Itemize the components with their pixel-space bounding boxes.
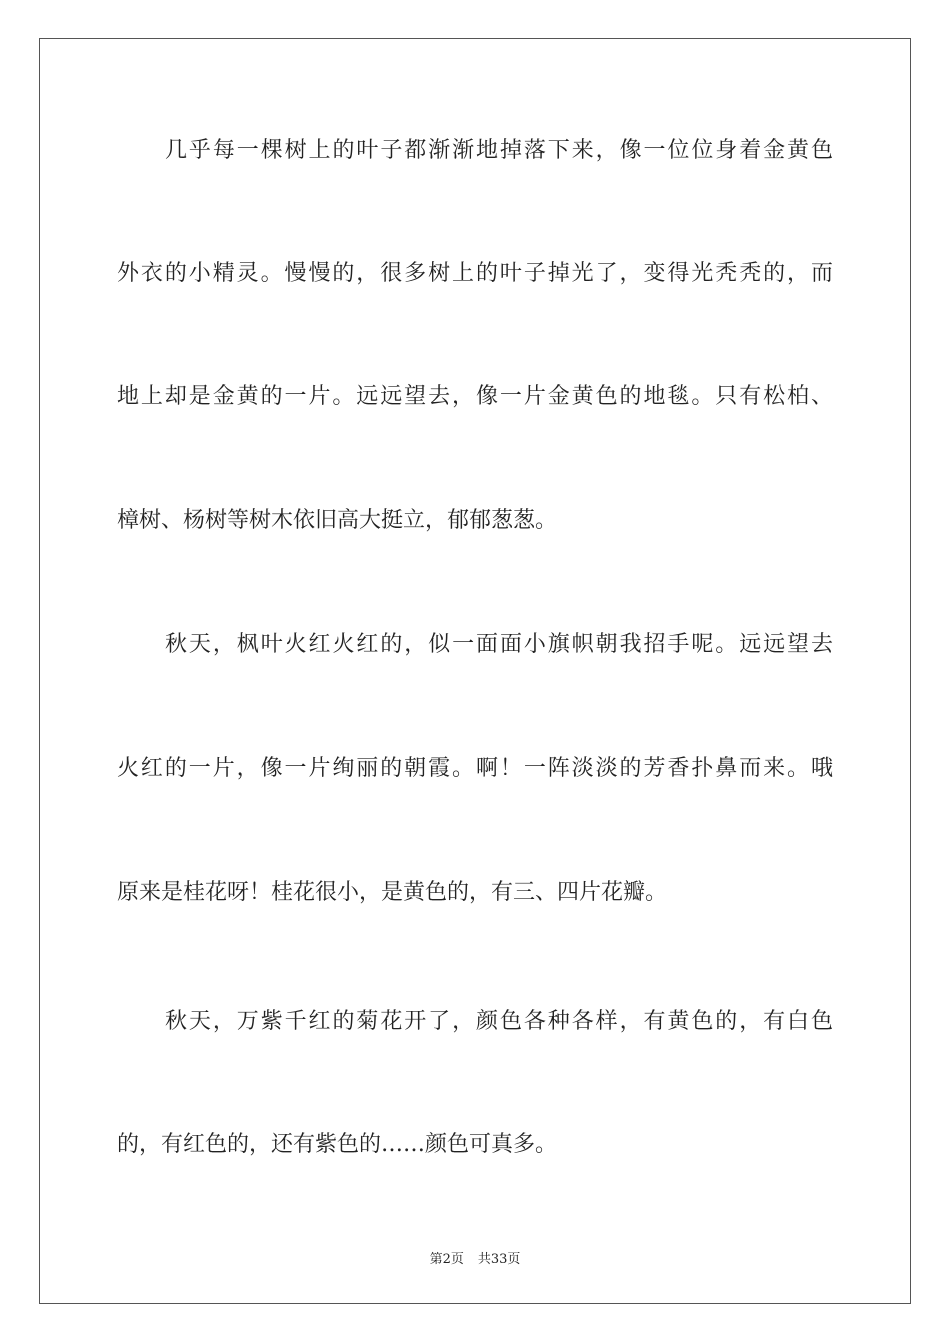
paragraph-2-line-2: 火红的一片，像一片绚丽的朝霞。啊！一阵淡淡的芳香扑鼻而来。哦 [117, 756, 833, 781]
paragraph-2-line-3: 原来是桂花呀！桂花很小，是黄色的，有三、四片花瓣。 [117, 880, 668, 905]
paragraph-1-line-4: 樟树、杨树等树木依旧高大挺立，郁郁葱葱。 [117, 508, 558, 533]
paragraph-3-line-2: 的，有红色的，还有紫色的……颜色可真多。 [117, 1132, 558, 1157]
page-total: 共33页 [477, 1252, 521, 1267]
page-footer [0, 1248, 950, 1267]
page-number: 第2页 [429, 1252, 464, 1267]
paragraph-1-line-1: 几乎每一棵树上的叶子都渐渐地掉落下来，像一位位身着金黄色 [165, 138, 833, 163]
paragraph-1-line-2: 外衣的小精灵。慢慢的，很多树上的叶子掉光了，变得光秃秃的，而 [117, 261, 833, 286]
paragraph-3-line-1: 秋天，万紫千红的菊花开了，颜色各种各样，有黄色的，有白色 [165, 1009, 833, 1034]
paragraph-1-line-3: 地上却是金黄的一片。远远望去，像一片金黄色的地毯。只有松柏、 [117, 384, 833, 409]
paragraph-2-line-1: 秋天，枫叶火红火红的，似一面面小旗帜朝我招手呢。远远望去 [165, 632, 833, 657]
page-frame [39, 38, 911, 1304]
